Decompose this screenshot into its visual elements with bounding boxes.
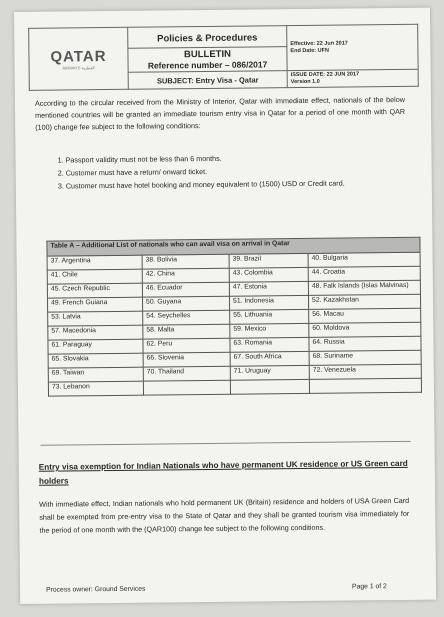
- condition-item: 1. Passport validity must not be less than 6 months.: [57, 153, 222, 165]
- table-title: Table A – Additional List of nationals who can avail visa on arrival in Qatar: [47, 237, 420, 256]
- table-cell: 48. Falk Islands (Islas Malvinas): [308, 280, 420, 295]
- table-cell: 43. Colombia: [229, 267, 308, 282]
- nationals-table: [46, 237, 422, 397]
- table-cell: 55. Lithuania: [230, 309, 309, 324]
- table-cell: 57. Macedonia: [48, 325, 143, 340]
- table-cell: 70. Thailand: [143, 366, 230, 381]
- table-cell: 40. Bulgaria: [308, 252, 420, 267]
- table-cell: 73. Lebanon: [48, 381, 143, 396]
- table-cell: 50. Guyana: [142, 296, 229, 311]
- table-cell: 59. Mexico: [230, 323, 309, 338]
- table-cell: [309, 378, 421, 393]
- table-cell: 58. Malta: [143, 324, 230, 339]
- doc-title: [128, 26, 287, 49]
- table-cell: 64. Russia: [309, 336, 421, 351]
- table-cell: 66. Slovenia: [143, 352, 230, 367]
- table-cell: 41. Chile: [47, 269, 142, 284]
- process-owner: Process owner: Ground Services: [46, 585, 146, 594]
- exemption-paragraph: With immediate effect, Indian nationals who hold permanent UK (Britain) residence and holders of USA Green Card shall be exempted from pre-entry visa to the State of Qatar and they shall be granted tourism visa immediately for the period of one month with the (QAR100) change fee subject to the following conditions.: [39, 495, 410, 535]
- page-number: Page 1 of 2: [352, 583, 387, 591]
- conditions-list: [57, 151, 397, 194]
- table-cell: 54. Seychelles: [143, 310, 230, 325]
- airline-logo: [29, 27, 129, 90]
- table-cell: 67. South Africa: [230, 351, 309, 366]
- table-cell: 44. Croatia: [308, 266, 420, 281]
- subject-cell: [128, 71, 287, 90]
- table-row: [48, 378, 421, 396]
- table-cell: [230, 379, 309, 394]
- table-cell: 60. Moldova: [309, 322, 421, 337]
- reference-number: Reference number – 086/2017: [147, 59, 268, 71]
- effective-dates: [287, 24, 418, 70]
- table-cell: 53. Latvia: [48, 311, 143, 326]
- section-heading: Entry visa exemption for Indian Nationals who have permanent UK residence or US Green card holders: [38, 458, 408, 486]
- intro-paragraph: According to the circular received from the Ministry of Interior, Qatar with immediate effect, nationals of the below mentioned countries will be granted an immediate tourism entry visa in Qatar for a period of one month with QAR (100) change fee subject to the following conditions:: [34, 94, 406, 132]
- table-cell: 45. Czech Republic: [47, 283, 142, 298]
- issue-date: ISSUE DATE: 22 JUN 2017: [290, 71, 360, 79]
- table-cell: 39. Brazil: [229, 253, 308, 268]
- bulletin-label: BULLETIN: [183, 48, 231, 61]
- version: Version 1.0: [290, 78, 320, 86]
- bulletin-header-table: [28, 24, 419, 91]
- table-cell: 65. Slovakia: [48, 353, 143, 368]
- table-cell: 56. Macau: [309, 308, 421, 323]
- bulletin-label-cell: [128, 47, 287, 73]
- table-cell: [143, 380, 230, 395]
- table-cell: 71. Uruguay: [230, 365, 309, 380]
- table-cell: 72. Venezuela: [309, 364, 421, 379]
- end-date: End Date: UFN: [290, 47, 329, 55]
- table-cell: 37. Argentina: [47, 255, 142, 270]
- logo-text: QATAR: [50, 47, 107, 66]
- table-cell: 52. Kazakhstan: [308, 294, 420, 309]
- table-cell: 47. Estonia: [229, 281, 308, 296]
- table-cell: 61. Paraguay: [48, 339, 143, 354]
- condition-item: 3. Customer must have hotel booking and money equivalent to (1500) USD or Credit card.: [57, 178, 345, 191]
- condition-item: 2. Customer must have a return/ onward ticket.: [57, 166, 208, 178]
- table-cell: 69. Taiwan: [48, 367, 143, 382]
- effective-date: Effective: 22 Jun 2017: [290, 40, 348, 48]
- policies-title: Policies & Procedures: [157, 32, 258, 45]
- table-cell: 49. French Guiana: [47, 297, 142, 312]
- table-cell: 38. Bolivia: [142, 254, 229, 269]
- table-cell: 42. China: [142, 268, 229, 283]
- table-cell: 62. Peru: [143, 338, 230, 353]
- bulletin-page: [14, 8, 436, 604]
- table-cell: 63. Romania: [230, 337, 309, 352]
- table-cell: 46. Ecuador: [142, 282, 229, 297]
- logo-subtext: AIRWAYS القطرية: [62, 64, 95, 70]
- table-cell: 68. Suriname: [309, 350, 421, 365]
- subject-line: SUBJECT: Entry Visa - Qatar: [156, 74, 259, 86]
- table-cell: 51. Indonesia: [229, 295, 308, 310]
- section-divider: [41, 441, 411, 446]
- issue-info: [287, 69, 418, 87]
